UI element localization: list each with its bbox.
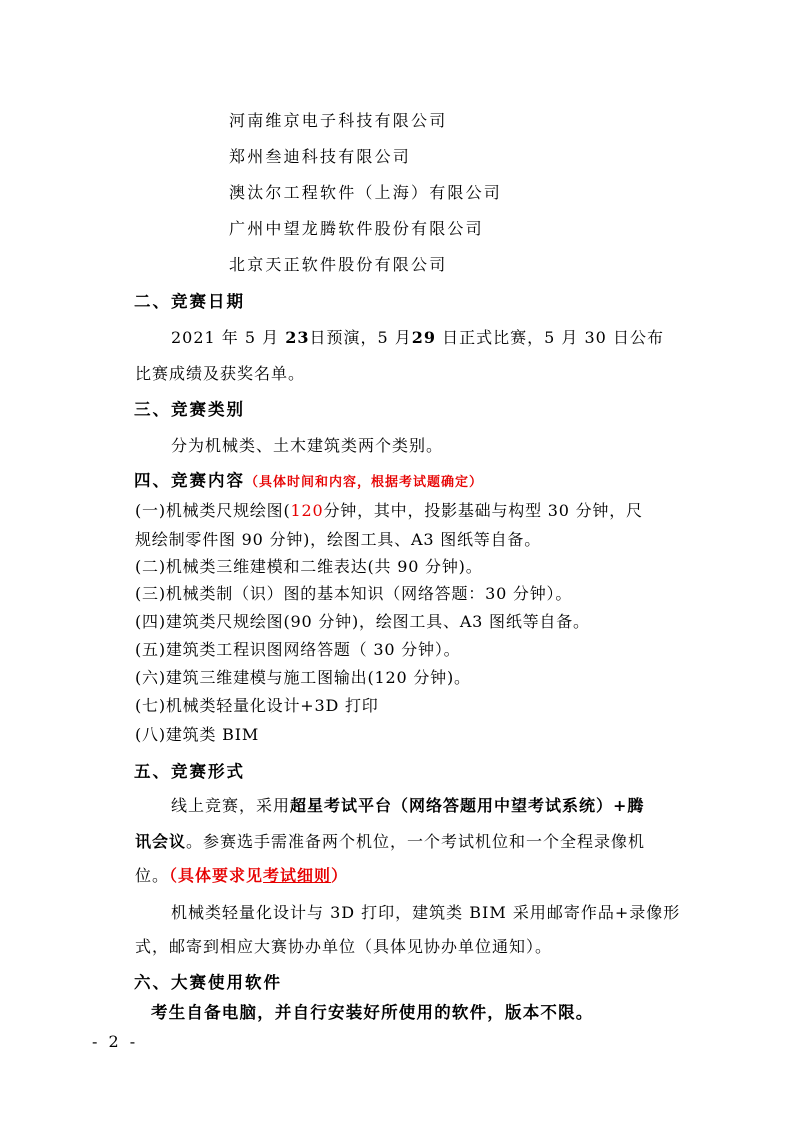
content-item-3: (三)机械类制（识）图的基本知识（网络答题：30 分钟）。	[135, 584, 573, 603]
content-item-5: (五)建筑类工程识图网络答题（ 30 分钟）。	[135, 640, 461, 659]
category-text: 分为机械类、土木建筑类两个类别。	[171, 436, 444, 455]
company-item: 澳汰尔工程软件（上海）有限公司	[229, 183, 503, 202]
page-number: - 2 -	[92, 1032, 139, 1051]
content-item-1	[135, 501, 643, 521]
format-note: （具体要求见	[169, 866, 264, 885]
date-day: 23	[285, 328, 310, 347]
company-item: 郑州叁迪科技有限公司	[229, 147, 412, 166]
content-item-7: (七)机械类轻量化设计+3D 打印	[135, 696, 379, 715]
content-item-4: (四)建筑类尺规绘图(90 分钟)，绘图工具、A3 图纸等自备。	[135, 612, 590, 631]
company-item: 北京天正软件股份有限公司	[229, 255, 448, 274]
company-item: 广州中望龙腾软件股份有限公司	[229, 219, 484, 238]
content-item-1-line2: 规绘制零件图 90 分钟)，绘图工具、A3 图纸等自备。	[135, 530, 541, 549]
date-paragraph-line1	[171, 328, 664, 348]
section-heading-format: 五、竞赛形式	[134, 762, 245, 781]
item-highlight: 120	[290, 501, 324, 520]
date-text: 日正式比赛，5 月 30 日公布	[436, 328, 664, 347]
content-item-2: (二)机械类三维建模和二维表达(共 90 分钟)。	[135, 557, 483, 576]
format-line3	[135, 866, 348, 886]
heading-text: 四、竞赛内容	[134, 471, 245, 490]
content-note: （具体时间和内容，根据考试题确定）	[245, 475, 484, 490]
date-day: 29	[411, 328, 437, 347]
section-heading-date: 二、竞赛日期	[134, 292, 245, 311]
format-line4: 机械类轻量化设计与 3D 打印，建筑类 BIM 采用邮寄作品+录像形	[171, 903, 681, 922]
format-line5: 式，邮寄到相应大赛协办单位（具体见协办单位通知）。	[135, 937, 553, 956]
format-text: 线上竞赛，采用	[171, 796, 291, 815]
item-text: (一)机械类尺规绘图(	[135, 501, 291, 520]
format-line2	[135, 832, 645, 852]
section-heading-content	[134, 471, 483, 493]
format-bold: 超星考试平台（网络答题用中望考试系统）+腾	[290, 796, 645, 815]
date-paragraph-line2: 比赛成绩及获奖名单。	[135, 364, 306, 383]
content-item-8: (八)建筑类 BIM	[135, 725, 260, 744]
date-text: 2021 年 5 月	[171, 328, 286, 347]
format-note: ）	[331, 866, 349, 885]
section-heading-category: 三、竞赛类别	[134, 400, 245, 419]
software-text: 考生自备电脑，并自行安装好所使用的软件，版本不限。	[151, 1003, 594, 1022]
exam-rules-link[interactable]: 考试细则	[263, 866, 332, 885]
company-item: 河南维京电子科技有限公司	[229, 111, 448, 130]
format-line1	[171, 796, 644, 816]
content-item-6: (六)建筑三维建模与施工图输出(120 分钟)。	[135, 668, 471, 687]
section-heading-software: 六、大赛使用软件	[134, 973, 282, 992]
item-text: 分钟，其中，投影基础与构型 30 分钟，尺	[323, 501, 643, 520]
format-text: 。参赛选手需准备两个机位，一个考试机位和一个全程录像机	[186, 832, 646, 851]
format-bold: 讯会议	[135, 832, 187, 851]
date-text: 日预演，5 月	[309, 328, 412, 347]
format-text: 位。	[135, 866, 170, 885]
